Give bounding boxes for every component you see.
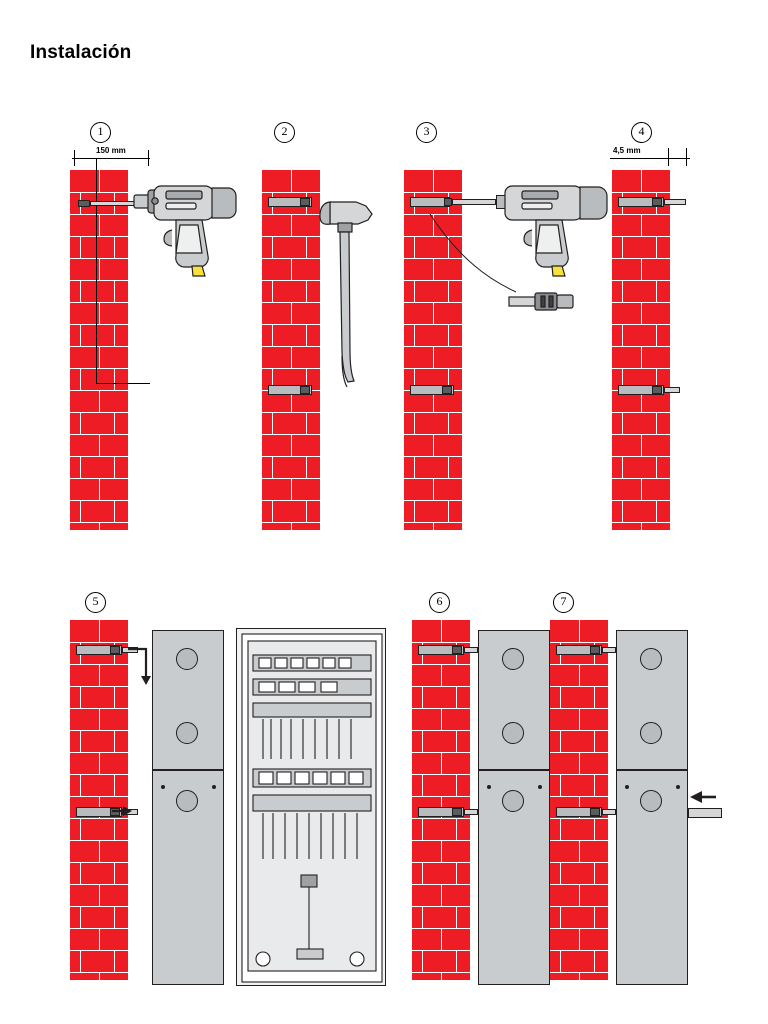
hammer-icon-step2 bbox=[318, 196, 382, 386]
arrow-icon-step7 bbox=[686, 788, 720, 806]
dimension-tick-wall-face bbox=[668, 148, 669, 166]
wall-plug-head-step2-lower bbox=[300, 386, 310, 394]
dimension-label-150mm: 150 mm bbox=[96, 146, 126, 155]
enclosure-front-view bbox=[236, 628, 386, 986]
screwdriver-bit-icon-detached bbox=[505, 286, 583, 318]
brick-wall-step6 bbox=[412, 620, 470, 980]
screw-head-step6-lower bbox=[452, 808, 462, 816]
dimension-tick-left bbox=[74, 150, 75, 166]
step-badge-3: 3 bbox=[416, 122, 437, 143]
mounting-hole-step7-a bbox=[640, 648, 662, 670]
reference-line-vertical bbox=[96, 158, 97, 383]
detail-dot-step5-a bbox=[161, 785, 165, 789]
detail-dot-step6-b bbox=[538, 785, 542, 789]
screw-shaft-step4-upper bbox=[664, 199, 686, 205]
screw-head-step4-lower bbox=[652, 386, 662, 394]
brick-wall-step5 bbox=[70, 620, 128, 980]
dimension-tick-right bbox=[148, 150, 149, 166]
step-badge-6: 6 bbox=[429, 592, 450, 613]
screw-shaft-step7-lower bbox=[602, 809, 616, 815]
screw-shaft-step4-lower bbox=[664, 387, 680, 393]
screw-shaft-step7-upper bbox=[602, 647, 616, 653]
mounting-hole-step6-a bbox=[502, 648, 524, 670]
brick-wall-step2 bbox=[262, 170, 320, 530]
brick-wall-step7 bbox=[550, 620, 608, 980]
mounting-hole-step5-a bbox=[176, 648, 198, 670]
screwdriver-bit-icon-step3 bbox=[452, 199, 496, 205]
brick-wall-step4 bbox=[612, 170, 670, 530]
wall-plug-head-step3-lower bbox=[442, 386, 452, 394]
step-badge-7: 7 bbox=[553, 592, 574, 613]
mounting-hole-step5-c bbox=[176, 790, 198, 812]
step-badge-5: 5 bbox=[85, 592, 106, 613]
drilled-hole-step1 bbox=[78, 200, 90, 207]
mounting-hole-step6-c bbox=[502, 790, 524, 812]
screw-head-step4-upper bbox=[652, 198, 662, 206]
reference-line-horizontal bbox=[96, 383, 150, 384]
dimension-label-45mm: 4,5 mm bbox=[613, 146, 641, 155]
dimension-tick-screw-head bbox=[686, 148, 687, 166]
fixing-rod-step7 bbox=[688, 808, 722, 818]
detail-dot-step5-b bbox=[212, 785, 216, 789]
mounting-hole-step7-b bbox=[640, 722, 662, 744]
screw-head-step7-upper bbox=[590, 646, 600, 654]
page-title: Instalación bbox=[30, 42, 132, 63]
screw-head-step6-upper bbox=[452, 646, 462, 654]
step-badge-1: 1 bbox=[90, 122, 111, 143]
mounting-hole-step7-c bbox=[640, 790, 662, 812]
drill-bit-step1 bbox=[90, 201, 136, 206]
wall-mounting-installation-diagram bbox=[0, 100, 768, 1010]
dimension-line-45mm bbox=[610, 158, 690, 159]
screw-head-step7-lower bbox=[590, 808, 600, 816]
wall-plug-head-step2 bbox=[300, 198, 310, 206]
screw-head-step3 bbox=[444, 198, 452, 206]
brick-wall-step1 bbox=[70, 170, 128, 530]
drill-icon-step1 bbox=[132, 178, 242, 278]
arrow-icon-step5-lower bbox=[110, 802, 136, 820]
screw-shaft-step6-lower bbox=[464, 809, 478, 815]
screw-head-step5-upper bbox=[110, 646, 120, 654]
dimension-line-150mm bbox=[72, 158, 150, 159]
mounting-hole-step6-b bbox=[502, 722, 524, 744]
detail-dot-step7-a bbox=[625, 785, 629, 789]
screw-shaft-step6-upper bbox=[464, 647, 478, 653]
step-badge-2: 2 bbox=[274, 122, 295, 143]
mounting-hole-step5-b bbox=[176, 722, 198, 744]
detail-dot-step7-b bbox=[676, 785, 680, 789]
step-badge-4: 4 bbox=[631, 122, 652, 143]
detail-dot-step6-a bbox=[487, 785, 491, 789]
